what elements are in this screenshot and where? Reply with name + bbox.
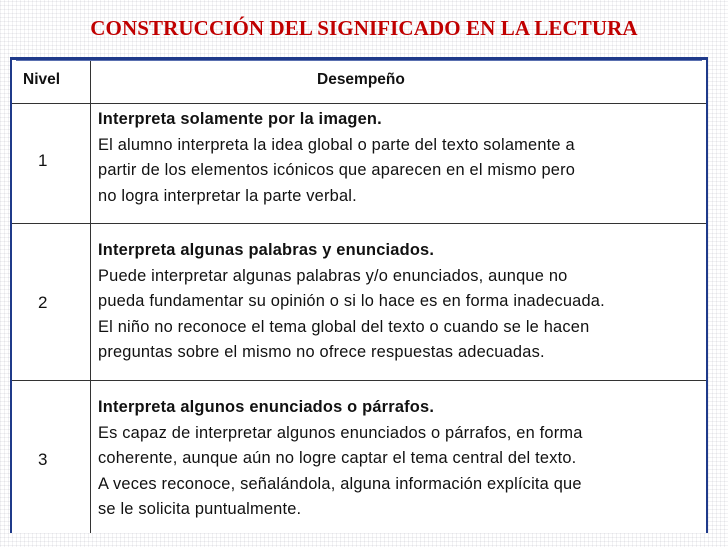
- table-row: [12, 104, 706, 224]
- level-cell: [12, 224, 90, 380]
- performance-text-line: partir de los elementos icónicos que aparecen en el mismo pero: [98, 161, 576, 179]
- column-divider: [90, 104, 91, 223]
- table-row: [12, 224, 706, 381]
- column-divider: [90, 60, 91, 103]
- header-performance: Desempeño: [317, 71, 405, 88]
- performance-text-line: El alumno interpreta la idea global o parte del texto solamente a: [98, 135, 575, 154]
- performance-text-line: Puede interpretar algunas palabras y/o enunciados, aunque no: [98, 266, 568, 285]
- level-number: 3: [38, 450, 48, 469]
- performance-text-line: El niño no reconoce el tema global del texto o cuando se le hacen: [98, 317, 590, 336]
- performance-heading: Interpreta solamente por la imagen.: [98, 110, 382, 128]
- performance-text-line: preguntas sobre el mismo no ofrece respuestas adecuadas.: [98, 343, 545, 361]
- performance-table: [10, 57, 708, 533]
- column-divider: [90, 381, 91, 533]
- performance-heading: Interpreta algunas palabras y enunciados.: [98, 241, 435, 259]
- column-divider: [90, 224, 91, 380]
- level-number: 1: [38, 151, 48, 170]
- level-cell: [12, 104, 90, 223]
- performance-cell: [98, 238, 698, 394]
- table-row: [12, 381, 706, 533]
- performance-text-line: pueda fundamentar su opinión o si lo hace es en forma inadecuada.: [98, 292, 605, 310]
- table-header-row: [12, 60, 706, 104]
- level-number: 2: [38, 293, 48, 312]
- performance-text-line: no logra interpretar la parte verbal.: [98, 186, 357, 205]
- slide-title: CONSTRUCCIÓN DEL SIGNIFICADO EN LA LECTURA: [90, 16, 638, 40]
- performance-text-line: coherente, aunque aún no logre captar el tema central del texto.: [98, 449, 577, 467]
- header-level: Nivel: [23, 71, 61, 88]
- performance-text-line: Es capaz de interpretar algunos enunciados o párrafos, en forma: [98, 423, 583, 442]
- performance-text-line: A veces reconoce, señalándola, alguna información explícita que: [98, 474, 582, 493]
- performance-cell: [98, 395, 698, 547]
- level-cell: [12, 381, 90, 533]
- performance-heading: Interpreta algunos enunciados o párrafos.: [98, 398, 435, 416]
- performance-text-line: se le solicita puntualmente.: [98, 500, 302, 518]
- performance-cell: [98, 107, 698, 226]
